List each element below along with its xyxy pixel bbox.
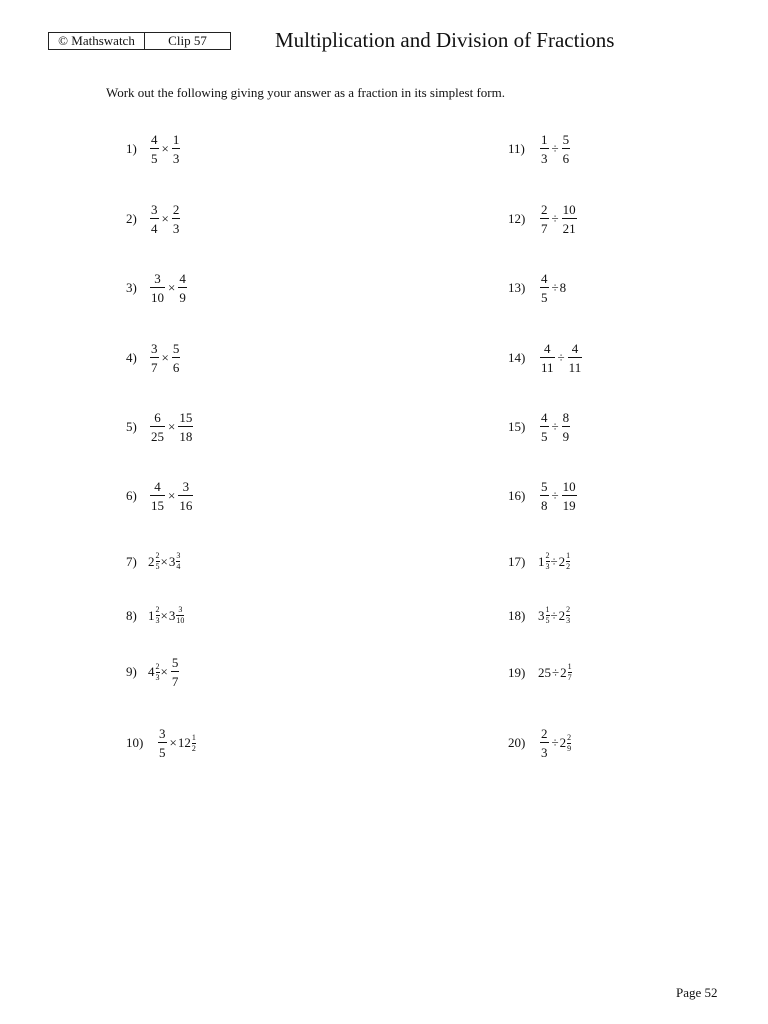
problem-number: 19): [508, 664, 526, 680]
mixed-number: 3 3 4: [168, 551, 181, 571]
problem-number: 18): [508, 607, 526, 623]
divide-sign: ÷: [551, 280, 559, 295]
fraction: $\frac{4}{5}$: [541, 271, 548, 305]
problem-2: [126, 203, 182, 235]
divide-sign: ÷: [550, 607, 558, 623]
mixed-number: 3 1 5: [538, 605, 550, 625]
instructions: Work out the following giving your answer as a fraction in its simplest form.: [106, 85, 505, 100]
problem-number: 5): [126, 419, 137, 434]
problem-4: [126, 342, 182, 374]
copyright-label: © Mathswatch: [49, 33, 145, 49]
problem-19: [508, 663, 572, 682]
fraction: $\frac{3}{7}$: [151, 341, 158, 375]
problem-18: [508, 606, 570, 625]
problem-number: 20): [508, 735, 526, 750]
problem-number: 9): [126, 664, 137, 679]
mixed-number: 2 2 9: [559, 732, 572, 753]
problem-number: 12): [508, 211, 526, 226]
problem-5: [126, 411, 195, 443]
mixed-number: 2 2 3: [558, 605, 571, 625]
fraction: $\frac{2}{3}$: [541, 726, 548, 760]
fraction: $\frac{4}{15}$: [151, 479, 164, 513]
divide-sign: ÷: [551, 735, 559, 750]
fraction: $\frac{3}{16}$: [179, 479, 193, 513]
fraction: $\frac{2}{3}$: [172, 202, 180, 236]
mixed-number: 1 2 3: [148, 605, 160, 625]
problem-8: [126, 606, 184, 625]
fraction: $\frac{4}{5}$: [151, 132, 158, 166]
problem-number: 17): [508, 553, 526, 569]
fraction: $\frac{15}{18}$: [179, 410, 193, 444]
problem-3: [126, 272, 189, 304]
problem-6: [126, 480, 195, 512]
problem-number: 1): [126, 141, 137, 156]
fraction: $\frac{4}{11}$: [541, 341, 554, 375]
fraction: $\frac{10}{21}$: [562, 202, 576, 236]
whole-number: 8: [559, 280, 567, 295]
problem-15: [508, 411, 572, 443]
problem-10: [126, 727, 196, 759]
mixed-number: 4 2 3: [148, 661, 160, 682]
times-sign: ×: [161, 211, 169, 226]
problem-17: [508, 552, 570, 571]
divide-sign: ÷: [550, 553, 558, 569]
mixed-number: 3 3 10: [168, 605, 185, 625]
page-title: Multiplication and Division of Fractions: [275, 28, 615, 52]
problem-9: [126, 656, 181, 688]
fraction: $\frac{10}{19}$: [562, 479, 576, 513]
fraction: $\frac{2}{7}$: [541, 202, 548, 236]
fraction: $\frac{5}{7}$: [171, 655, 179, 689]
divide-sign: ÷: [551, 419, 559, 434]
fraction: $\frac{5}{6}$: [172, 341, 180, 375]
problem-13: [508, 272, 566, 304]
mixed-number: 1 2 3: [538, 551, 550, 571]
times-sign: ×: [168, 488, 176, 503]
mixed-number: 2 1 2: [558, 551, 571, 571]
fraction: $\frac{4}{9}$: [179, 271, 186, 305]
times-sign: ×: [161, 350, 169, 365]
times-sign: ×: [160, 553, 168, 569]
problem-number: 11): [508, 141, 525, 156]
mixed-number: 2 1 7: [560, 662, 572, 682]
problem-number: 15): [508, 419, 526, 434]
problem-number: 14): [508, 350, 526, 365]
fraction: $\frac{3}{5}$: [159, 726, 166, 760]
divide-sign: ÷: [551, 488, 559, 503]
times-sign: ×: [161, 141, 169, 156]
fraction: $\frac{6}{25}$: [151, 410, 164, 444]
times-sign: ×: [168, 280, 176, 295]
whole-number: 25: [538, 664, 551, 680]
times-sign: ×: [168, 419, 176, 434]
problem-14: [508, 342, 584, 374]
fraction: $\frac{1}{3}$: [541, 132, 548, 166]
problem-number: 3): [126, 280, 137, 295]
times-sign: ×: [160, 607, 168, 623]
problem-number: 2): [126, 211, 137, 226]
problem-11: [508, 133, 572, 165]
problem-number: 7): [126, 553, 137, 569]
page-number: Page 52: [676, 985, 718, 1000]
fraction: $\frac{8}{9}$: [562, 410, 570, 444]
fraction: $\frac{5}{8}$: [541, 479, 548, 513]
mixed-number: 12 1 2: [177, 732, 196, 753]
fraction: $\frac{4}{5}$: [541, 410, 548, 444]
divide-sign: ÷: [557, 350, 565, 365]
fraction: $\frac{4}{11}$: [568, 341, 582, 375]
divide-sign: ÷: [551, 211, 559, 226]
problem-number: 8): [126, 607, 137, 623]
fraction: $\frac{1}{3}$: [172, 132, 180, 166]
problem-number: 10): [126, 735, 144, 750]
problem-number: 6): [126, 488, 137, 503]
problem-7: [126, 552, 180, 571]
problem-number: 13): [508, 280, 526, 295]
header-box: [48, 32, 231, 50]
divide-sign: ÷: [552, 664, 560, 680]
problem-number: 4): [126, 350, 137, 365]
problem-20: [508, 727, 571, 759]
problem-16: [508, 480, 579, 512]
problem-1: [126, 133, 182, 165]
fraction: $\frac{3}{4}$: [151, 202, 158, 236]
problem-number: 16): [508, 488, 526, 503]
times-sign: ×: [160, 664, 168, 679]
times-sign: ×: [169, 735, 177, 750]
fraction: $\frac{3}{10}$: [151, 271, 164, 305]
clip-label: Clip 57: [168, 33, 207, 48]
mixed-number: 2 2 5: [148, 551, 160, 571]
problem-12: [508, 203, 579, 235]
divide-sign: ÷: [551, 141, 559, 156]
fraction: $\frac{5}{6}$: [562, 132, 570, 166]
